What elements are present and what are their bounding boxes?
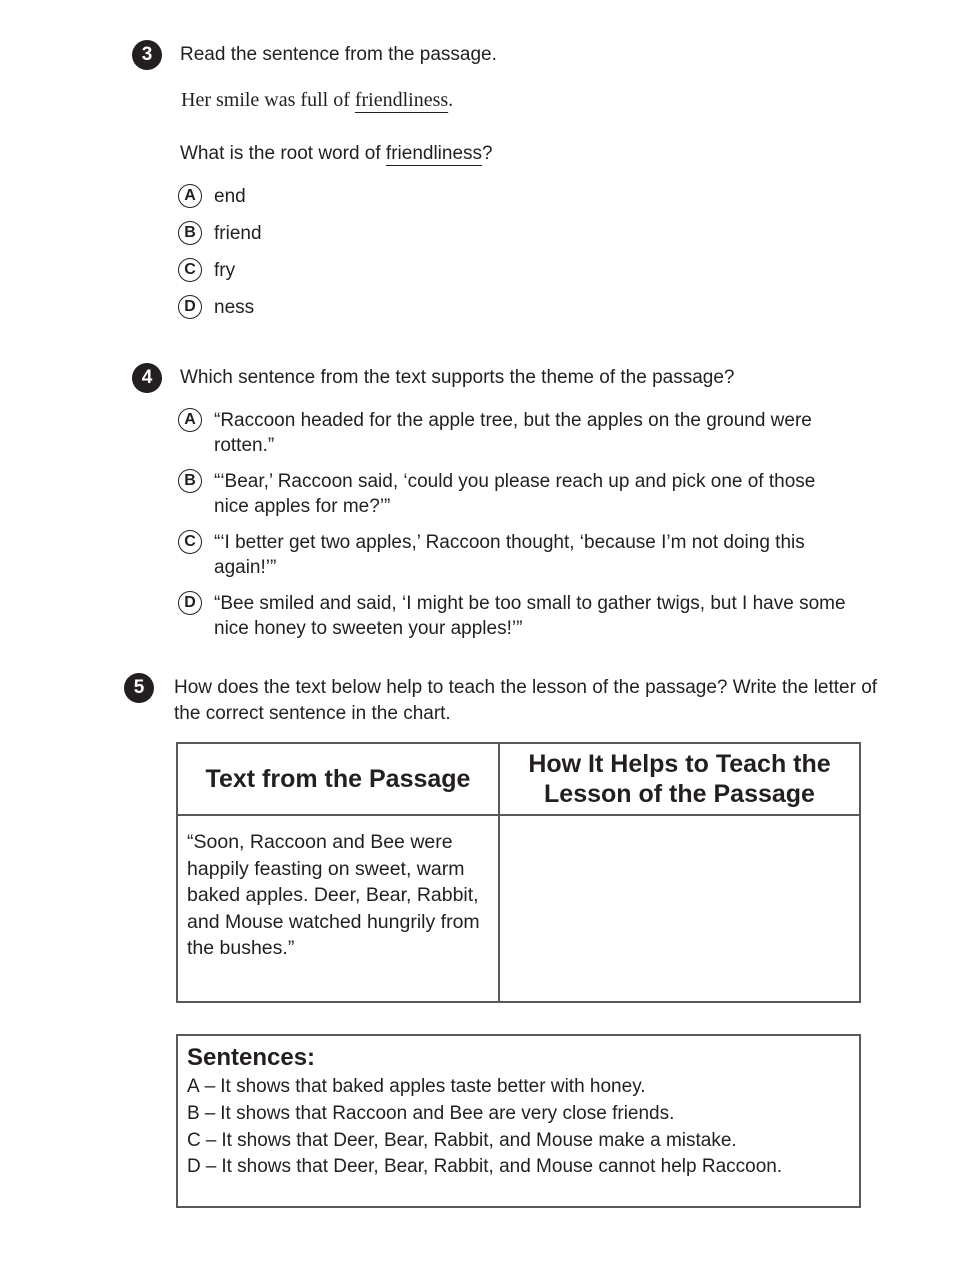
chart-header-row (177, 743, 860, 815)
question-3-sub-prompt (180, 141, 493, 167)
sentence-letter: C (187, 1129, 201, 1151)
choice-bubble-a[interactable]: A (178, 408, 202, 432)
sentence-text: It shows that baked apples taste better with honey. (220, 1076, 646, 1097)
choice-text: “Bee smiled and said, ‘I might be too small to gather twigs, but I have some nice honey to sweeten your apples!’” (214, 593, 846, 639)
answer-choice[interactable] (178, 469, 854, 519)
choice-text: “Raccoon headed for the apple tree, but the apples on the ground were rotten.” (214, 410, 812, 456)
answer-choice[interactable] (178, 258, 854, 283)
sentence-text: Her smile was full of (181, 89, 355, 111)
question-number-badge: 3 (132, 40, 162, 70)
choice-bubble-c[interactable]: C (178, 258, 202, 282)
question-5-prompt: How does the text below help to teach the lesson of the passage? Write the letter of the correct sentence in the chart. (174, 677, 878, 724)
dash-separator: – (205, 1156, 217, 1178)
answer-choice[interactable] (178, 408, 854, 458)
dash-separator: – (204, 1076, 216, 1097)
underlined-word: friendliness (354, 89, 449, 111)
question-4-prompt: Which sentence from the text supports the theme of the passage? (180, 367, 735, 388)
sentence-text: It shows that Deer, Bear, Rabbit, and Mouse make a mistake. (221, 1129, 737, 1151)
sentence-option (187, 1074, 850, 1101)
passage-sentence (181, 89, 453, 112)
choice-text: end (214, 186, 246, 207)
question-number-badge: 4 (132, 363, 162, 393)
sentence-option (187, 1154, 850, 1181)
dash-separator: – (205, 1129, 217, 1151)
answer-choice[interactable] (178, 530, 854, 580)
sentence-text: It shows that Deer, Bear, Rabbit, and Mouse cannot help Raccoon. (221, 1156, 783, 1178)
answer-choice[interactable] (178, 591, 854, 641)
sentence-letter: B (187, 1102, 200, 1124)
answer-choice[interactable] (178, 295, 854, 320)
underlined-word: friendliness (385, 143, 483, 164)
answer-choice[interactable] (178, 221, 854, 246)
sentence-letter: D (187, 1156, 201, 1178)
choice-text: “‘Bear,’ Raccoon said, ‘could you please reach up and pick one of those nice apples for me?’” (214, 471, 816, 517)
sentence-text: It shows that Raccoon and Bee are very close friends. (220, 1102, 675, 1124)
sentences-box (176, 1034, 861, 1208)
sentence-letter: A (187, 1076, 200, 1097)
choice-bubble-d[interactable]: D (178, 295, 202, 319)
choice-text: fry (214, 260, 236, 281)
chart-header-text-from-passage: Text from the Passage (177, 743, 499, 815)
choice-bubble-b[interactable]: B (178, 469, 202, 493)
sentence-punct: . (448, 89, 454, 111)
question-3-prompt: Read the sentence from the passage. (180, 44, 497, 65)
choice-text: ness (214, 297, 255, 318)
choice-bubble-d[interactable]: D (178, 591, 202, 615)
prompt-text: What is the root word of (180, 143, 386, 164)
sentence-option (187, 1128, 850, 1155)
choice-bubble-c[interactable]: C (178, 530, 202, 554)
sentences-title: Sentences: (187, 1044, 316, 1071)
sentence-option (187, 1101, 850, 1128)
choice-text: “‘I better get two apples,’ Raccoon thought, ‘because I’m not doing this again!’” (214, 532, 805, 578)
answer-chart (176, 742, 861, 1003)
prompt-punct: ? (482, 143, 493, 164)
answer-choice[interactable] (178, 184, 854, 209)
table-row (177, 815, 860, 1002)
choice-bubble-b[interactable]: B (178, 221, 202, 245)
chart-header-how-it-helps: How It Helps to Teach the Lesson of the Passage (499, 743, 860, 815)
choice-text: friend (214, 223, 262, 244)
answer-cell[interactable] (499, 815, 860, 1002)
question-number-badge: 5 (124, 673, 154, 703)
passage-quote-cell: “Soon, Raccoon and Bee were happily feasting on sweet, warm baked apples. Deer, Bear, Rabbit, and Mouse watched hungrily from the bushes.” (177, 815, 499, 1002)
choice-bubble-a[interactable]: A (178, 184, 202, 208)
dash-separator: – (204, 1102, 216, 1124)
